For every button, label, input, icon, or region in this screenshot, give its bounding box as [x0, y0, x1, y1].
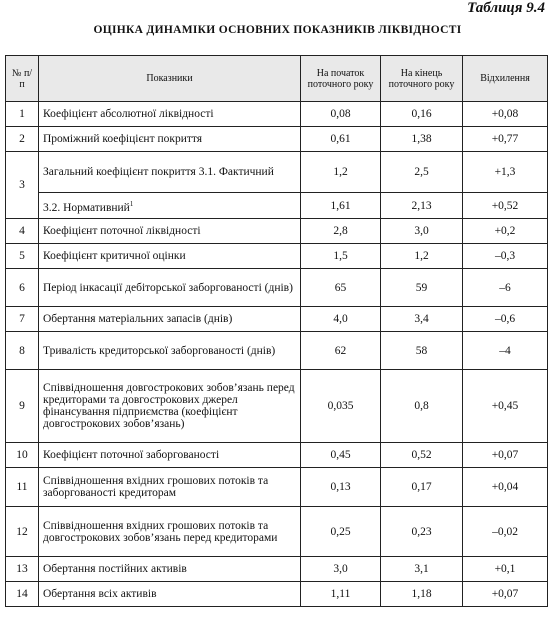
- table-row: [6, 468, 548, 507]
- header-indicator: Показники: [39, 56, 301, 102]
- indicator-name: Коефіцієнт абсолютної ліквідності: [39, 102, 301, 127]
- indicator-name: Коефіцієнт поточної ліквідності: [39, 219, 301, 244]
- start-value: 0,45: [301, 443, 381, 468]
- deviation-value: –0,6: [463, 307, 548, 332]
- table-row: [6, 127, 548, 152]
- indicator-name: Тривалість кредиторської заборгованості (днів): [39, 332, 301, 370]
- deviation-value: +0,77: [463, 127, 548, 152]
- table-row: [6, 193, 548, 219]
- end-value: 58: [381, 332, 463, 370]
- indicator-name: Обертання матеріальних запасів (днів): [39, 307, 301, 332]
- row-number: 1: [6, 102, 39, 127]
- row-number: 7: [6, 307, 39, 332]
- end-value: 2,5: [381, 152, 463, 193]
- deviation-value: +1,3: [463, 152, 548, 193]
- deviation-value: –4: [463, 332, 548, 370]
- start-value: 0,25: [301, 507, 381, 557]
- table-row: [6, 219, 548, 244]
- deviation-value: –0,02: [463, 507, 548, 557]
- liquidity-table: [5, 55, 548, 607]
- indicator-name: Проміжний коефіцієнт покриття: [39, 127, 301, 152]
- indicator-name: Період інкасації дебіторської заборгованості (днів): [39, 269, 301, 307]
- row-number: 8: [6, 332, 39, 370]
- end-value: 0,8: [381, 370, 463, 443]
- end-value: 3,1: [381, 557, 463, 582]
- end-value: 0,52: [381, 443, 463, 468]
- indicator-name: Співвідношення вхідних грошових потоків та заборгованості кредиторам: [39, 468, 301, 507]
- deviation-value: +0,07: [463, 582, 548, 607]
- indicator-name: Співвідношення вхідних грошових потоків та довгострокових зобов’язань перед кредиторами: [39, 507, 301, 557]
- indicator-name: Коефіцієнт поточної заборгованості: [39, 443, 301, 468]
- row-number: 10: [6, 443, 39, 468]
- deviation-value: –0,3: [463, 244, 548, 269]
- start-value: 1,11: [301, 582, 381, 607]
- start-value: 65: [301, 269, 381, 307]
- deviation-value: +0,04: [463, 468, 548, 507]
- table-row: [6, 507, 548, 557]
- end-value: 3,4: [381, 307, 463, 332]
- table-row: [6, 269, 548, 307]
- indicator-name: [39, 193, 301, 219]
- header-start-of-year: На початок поточного року: [301, 56, 381, 102]
- table-row: [6, 557, 548, 582]
- row-number: 4: [6, 219, 39, 244]
- row-number: 14: [6, 582, 39, 607]
- indicator-name: Обертання всіх активів: [39, 582, 301, 607]
- start-value: 4,0: [301, 307, 381, 332]
- indicator-name-text: 3.2. Нормативний: [43, 201, 130, 214]
- table-row: [6, 582, 548, 607]
- start-value: 1,2: [301, 152, 381, 193]
- row-number: 5: [6, 244, 39, 269]
- start-value: 0,035: [301, 370, 381, 443]
- indicator-name: Коефіцієнт критичної оцінки: [39, 244, 301, 269]
- deviation-value: +0,08: [463, 102, 548, 127]
- end-value: 0,23: [381, 507, 463, 557]
- start-value: 1,61: [301, 193, 381, 219]
- row-number: 3: [6, 152, 39, 219]
- header-row: [6, 56, 548, 102]
- start-value: 2,8: [301, 219, 381, 244]
- header-num: № п/п: [6, 56, 39, 102]
- indicator-name: Співвідношення довгострокових зобов’язань перед кредиторами та довгострокових джерел фінансування підприємства (коефіцієнт довгострокових зобов’язань): [39, 370, 301, 443]
- end-value: 0,16: [381, 102, 463, 127]
- table-title: ОЦІНКА ДИНАМІКИ ОСНОВНИХ ПОКАЗНИКІВ ЛІКВІДНОСТІ: [93, 24, 462, 36]
- row-number: 12: [6, 507, 39, 557]
- row-number: 13: [6, 557, 39, 582]
- table-row: [6, 244, 548, 269]
- start-value: 0,13: [301, 468, 381, 507]
- indicator-name: Загальний коефіцієнт покриття 3.1. Фактичний: [39, 152, 301, 193]
- deviation-value: +0,2: [463, 219, 548, 244]
- end-value: 0,17: [381, 468, 463, 507]
- start-value: 3,0: [301, 557, 381, 582]
- deviation-value: +0,52: [463, 193, 548, 219]
- row-number: 2: [6, 127, 39, 152]
- table-number-label: Таблиця 9.4: [467, 0, 545, 16]
- header-end-of-year: На кінець поточного року: [381, 56, 463, 102]
- deviation-value: –6: [463, 269, 548, 307]
- deviation-value: +0,45: [463, 370, 548, 443]
- start-value: 1,5: [301, 244, 381, 269]
- table-row: [6, 332, 548, 370]
- row-number: 9: [6, 370, 39, 443]
- end-value: 2,13: [381, 193, 463, 219]
- footnote-marker: 1: [129, 199, 134, 208]
- end-value: 1,18: [381, 582, 463, 607]
- end-value: 59: [381, 269, 463, 307]
- deviation-value: +0,1: [463, 557, 548, 582]
- start-value: 62: [301, 332, 381, 370]
- table-row: [6, 370, 548, 443]
- indicator-name: Обертання постійних активів: [39, 557, 301, 582]
- header-deviation: Відхилення: [463, 56, 548, 102]
- start-value: 0,61: [301, 127, 381, 152]
- table-row: [6, 102, 548, 127]
- end-value: 3,0: [381, 219, 463, 244]
- table-row: [6, 152, 548, 193]
- row-number: 11: [6, 468, 39, 507]
- start-value: 0,08: [301, 102, 381, 127]
- row-number: 6: [6, 269, 39, 307]
- deviation-value: +0,07: [463, 443, 548, 468]
- table-row: [6, 443, 548, 468]
- end-value: 1,38: [381, 127, 463, 152]
- table-row: [6, 307, 548, 332]
- end-value: 1,2: [381, 244, 463, 269]
